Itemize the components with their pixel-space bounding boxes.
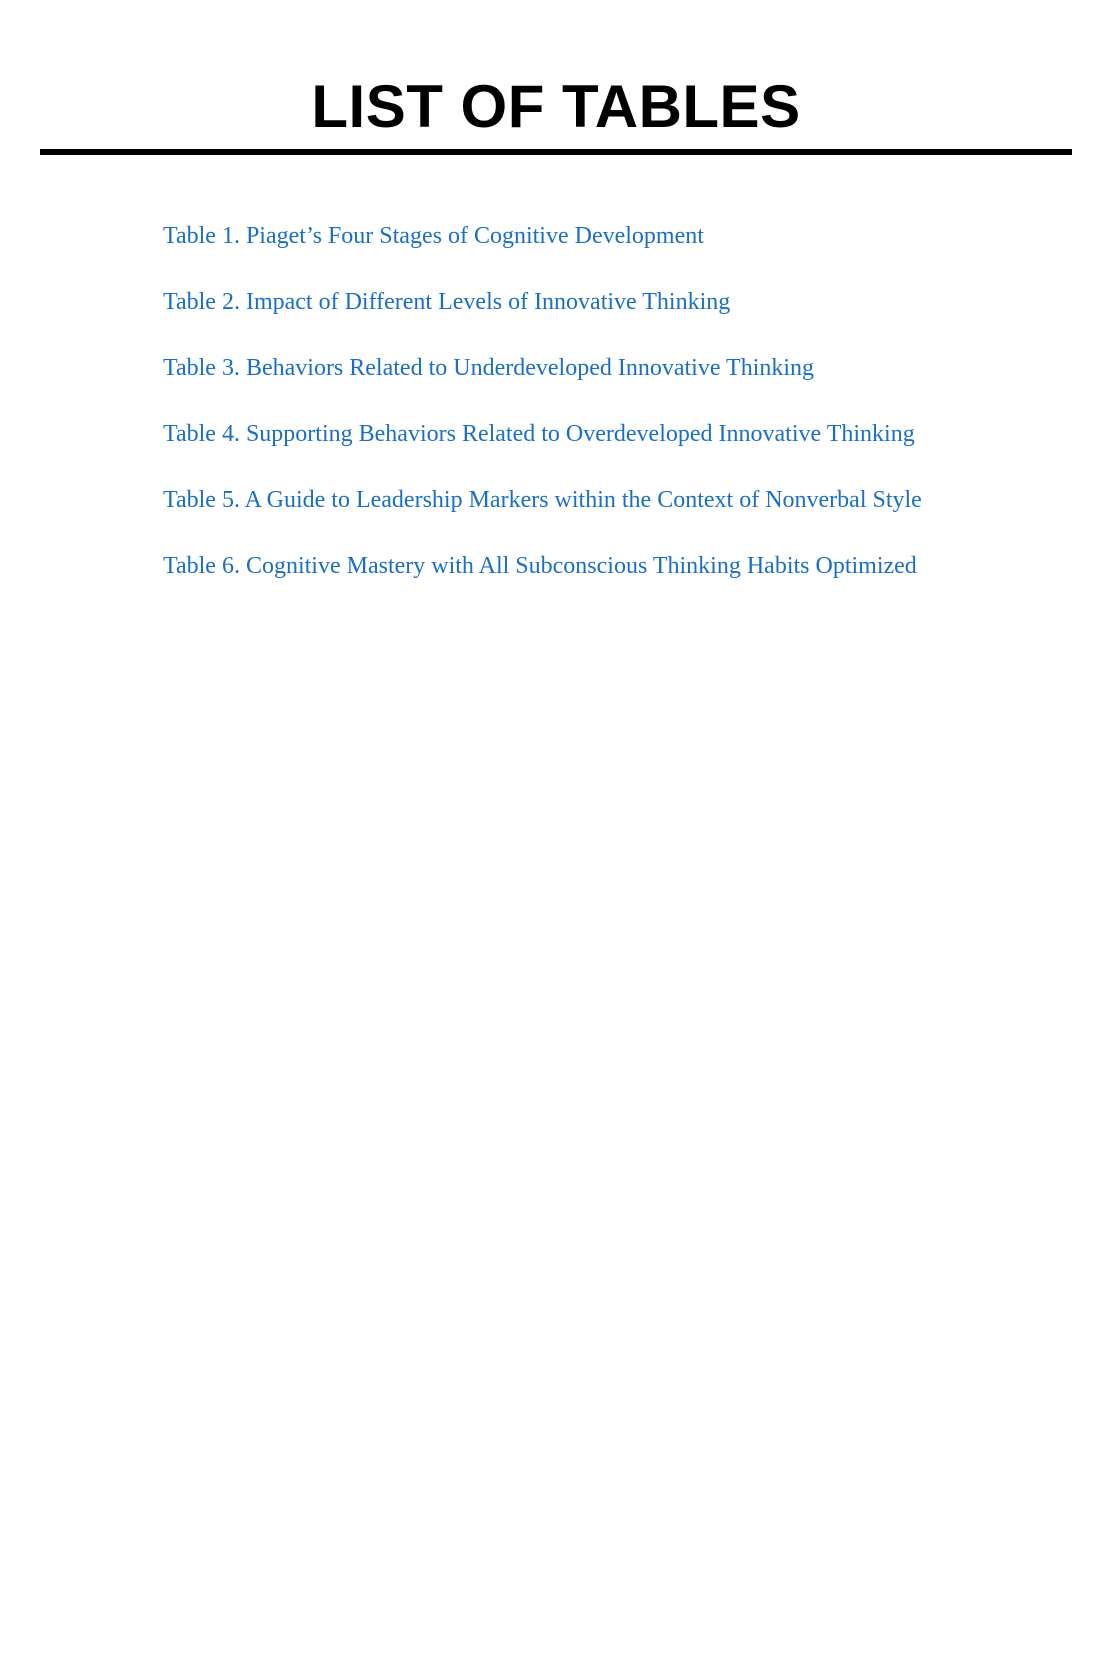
- toc-entry-table-1[interactable]: [163, 216, 922, 282]
- toc-entry-table-6[interactable]: [163, 546, 922, 612]
- toc-entry-table-5[interactable]: [163, 480, 922, 546]
- page-title: LIST OF TABLES: [311, 73, 801, 140]
- toc-entry-table-4[interactable]: [163, 414, 922, 480]
- toc-link-table-3[interactable]: Table 3. Behaviors Related to Underdeveloped Innovative Thinking: [163, 355, 815, 381]
- toc-entry-table-2[interactable]: [163, 282, 922, 348]
- title-underline: [40, 149, 1072, 155]
- toc-link-table-1[interactable]: Table 1. Piaget’s Four Stages of Cognitive Development: [163, 223, 704, 249]
- toc-link-table-6[interactable]: Table 6. Cognitive Mastery with All Subconscious Thinking Habits Optimized: [163, 553, 917, 579]
- toc-link-table-2[interactable]: Table 2. Impact of Different Levels of Innovative Thinking: [163, 289, 731, 315]
- toc-link-table-4[interactable]: Table 4. Supporting Behaviors Related to Overdeveloped Innovative Thinking: [163, 421, 915, 447]
- toc-entry-table-3[interactable]: [163, 348, 922, 414]
- list-of-tables: [163, 216, 922, 612]
- toc-link-table-5[interactable]: Table 5. A Guide to Leadership Markers within the Context of Nonverbal Style: [163, 487, 922, 513]
